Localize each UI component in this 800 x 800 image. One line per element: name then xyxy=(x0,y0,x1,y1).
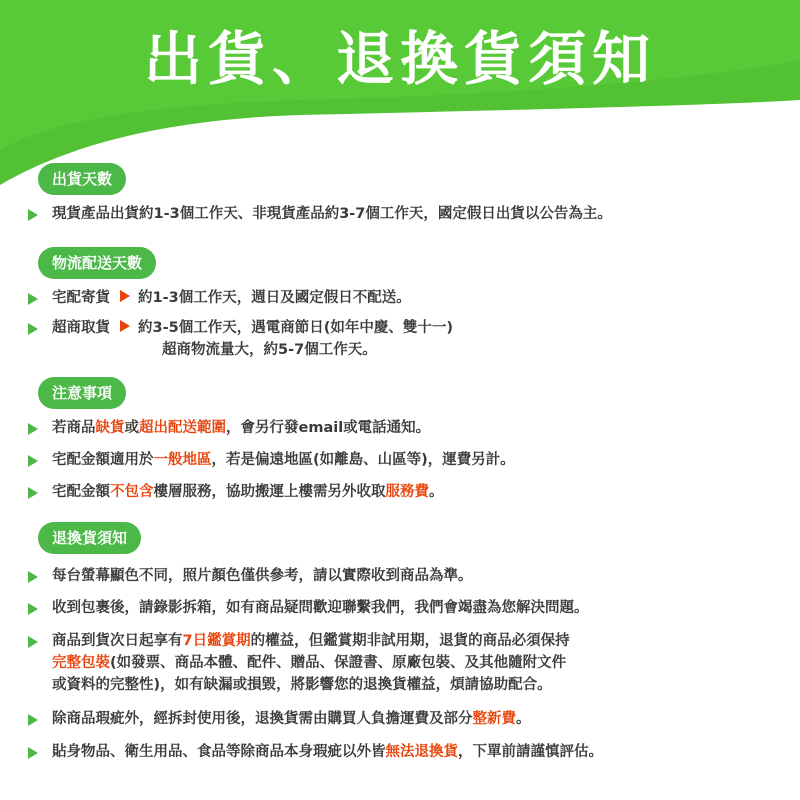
highlight-text: 無法退換貨 xyxy=(385,744,458,760)
highlight-text: 服務費 xyxy=(385,484,429,500)
red-arrow-icon xyxy=(120,320,130,332)
text-segment: 若商品 xyxy=(52,420,96,436)
section-heading-shipping-days: 出貨天數 xyxy=(38,163,126,195)
list-item-text xyxy=(52,318,453,339)
green-arrow-icon xyxy=(28,603,38,615)
section-heading-returns: 退換貨須知 xyxy=(38,522,141,554)
highlight-text: 缺貨 xyxy=(95,420,125,436)
delivery-method-detail: 超商物流量大，約5-7個工作天。 xyxy=(162,342,377,358)
list-item-text xyxy=(52,288,411,309)
delivery-method-label: 超商取貨 xyxy=(52,320,110,336)
green-arrow-icon xyxy=(28,455,38,467)
text-segment: ，下單前請謹慎評估。 xyxy=(458,744,603,760)
delivery-method-detail: 約1-3個工作天，週日及國定假日不配送。 xyxy=(138,290,411,306)
green-arrow-icon xyxy=(28,636,38,648)
red-arrow-icon xyxy=(120,290,130,302)
text-segment: 的權益，但鑑賞期非試用期，退貨的商品必須保持 xyxy=(250,633,570,649)
green-arrow-icon xyxy=(28,423,38,435)
text-segment: 。 xyxy=(516,711,531,727)
highlight-text: 完整包裝 xyxy=(52,655,110,671)
highlight-text: 一般地區 xyxy=(153,452,212,468)
highlight-text: 不包含 xyxy=(110,484,154,500)
green-arrow-icon xyxy=(28,323,38,335)
text-segment: 宅配金額適用於 xyxy=(52,452,154,468)
text-segment: 商品到貨次日起享有 xyxy=(52,633,183,649)
highlight-text: 超出配送範圍 xyxy=(139,420,226,436)
highlight-text: 7日鑑賞期 xyxy=(182,633,251,649)
green-arrow-icon xyxy=(28,747,38,759)
list-item-text: 每台螢幕顯色不同，照片顏色僅供參考，請以實際收到商品為準。 xyxy=(52,568,473,584)
delivery-method-detail: 約3-5個工作天，遇電商節日(如年中慶、雙十一) xyxy=(138,320,453,336)
text-segment: 除商品瑕疵外，經拆封使用後，退換貨需由購買人負擔運費及部分 xyxy=(52,711,473,727)
green-arrow-icon xyxy=(28,293,38,305)
list-item-text xyxy=(52,653,566,674)
list-item-text: 或資料的完整性)，如有缺漏或損毀，將影響您的退換貨權益，煩請協助配合。 xyxy=(52,677,552,693)
text-segment: 宅配金額 xyxy=(52,484,110,500)
section-heading-notes: 注意事項 xyxy=(38,377,126,409)
list-item-text xyxy=(52,482,444,503)
list-item-text xyxy=(52,742,603,763)
delivery-method-label: 宅配寄貨 xyxy=(52,290,110,306)
text-segment: 樓層服務，協助搬運上樓需另外收取 xyxy=(153,484,386,500)
green-arrow-icon xyxy=(28,714,38,726)
text-segment: 。 xyxy=(429,484,444,500)
list-item-text: 現貨產品出貨約1-3個工作天、非現貨產品約3-7個工作天，國定假日出貨以公告為主。 xyxy=(52,206,612,222)
text-segment: 貼身物品、衛生用品、食品等除商品本身瑕疵以外皆 xyxy=(52,744,386,760)
list-item-text xyxy=(52,709,531,730)
highlight-text: 整新費 xyxy=(472,711,516,727)
green-arrow-icon xyxy=(28,571,38,583)
green-arrow-icon xyxy=(28,209,38,221)
green-arrow-icon xyxy=(28,487,38,499)
text-segment: ，若是偏遠地區(如離島、山區等)，運費另計。 xyxy=(211,452,515,468)
page-title: 出貨、退換貨須知 xyxy=(143,25,656,93)
list-item-text xyxy=(52,418,430,439)
text-segment: (如發票、商品本體、配件、贈品、保證書、原廠包裝、及其他隨附文件 xyxy=(110,655,567,671)
list-item-text xyxy=(52,450,515,471)
text-segment: 或 xyxy=(124,420,139,436)
section-heading-logistics: 物流配送天數 xyxy=(38,247,156,279)
list-item-text: 收到包裹後，請錄影拆箱，如有商品疑問歡迎聯繫我們，我們會竭盡為您解決問題。 xyxy=(52,600,589,616)
text-segment: ，會另行發email或電話通知。 xyxy=(226,420,431,436)
list-item-text xyxy=(52,631,570,652)
